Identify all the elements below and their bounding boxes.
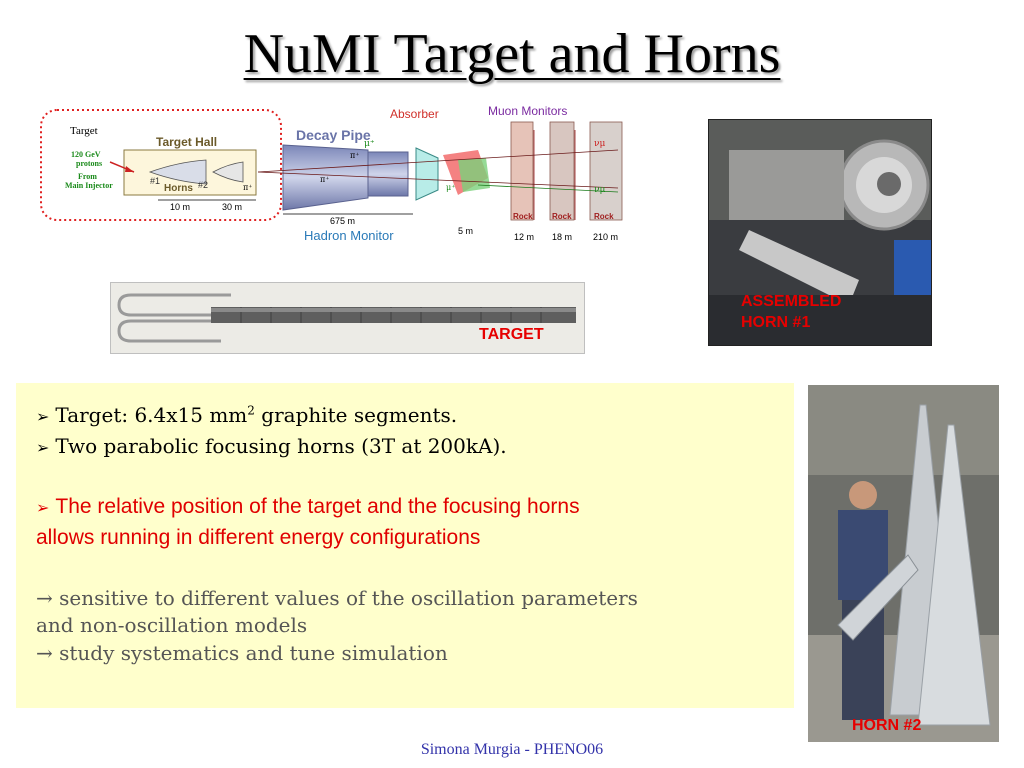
horn2-photo <box>808 385 999 742</box>
target-hall-label: Target Hall <box>156 135 218 149</box>
horn1-label-line2: HORN #1 <box>741 314 811 331</box>
horn2-tag: #2 <box>198 180 209 190</box>
decay-pipe-label: Decay Pipe <box>296 127 371 143</box>
absorber-gap: 5 m <box>458 226 474 236</box>
muon-label-2: μ⁺ <box>446 183 456 192</box>
rock-label-3: Rock <box>594 212 614 221</box>
slide-title: NuMI Target and Horns <box>243 23 781 85</box>
horns-label: Horns <box>164 183 193 194</box>
target-photo-label: TARGET <box>479 326 544 343</box>
beam-energy: 120 GeV <box>71 150 101 159</box>
from-label: From <box>78 172 97 181</box>
dist-30m: 30 m <box>222 202 243 212</box>
numi-beamline-diagram <box>38 100 628 250</box>
bullet-target: ➢ Target: 6.4x15 $mm^2$ graphite segments. <box>36 403 458 427</box>
muon-label-1: μ⁺ <box>364 139 375 149</box>
muon-monitors-label: Muon Monitors <box>488 104 568 118</box>
bullet-relative-position: ➢ The relative position of the target and the focusing horns <box>36 495 580 518</box>
arrow-line-sensitive: → sensitive to different values of the oscillation parameters <box>36 586 638 610</box>
pion-label-2: π⁺ <box>320 175 330 184</box>
horn1-photo <box>708 119 932 346</box>
main-injector-label: Main Injector <box>65 181 113 190</box>
bullet-arrow-icon: ➢ <box>36 407 50 426</box>
neutrino-label-2: νμ <box>594 185 606 195</box>
arrow-line-models: and non-oscillation models <box>36 613 308 637</box>
bullet-arrow-icon: ➢ <box>36 438 50 457</box>
content-box <box>16 383 794 708</box>
pipe-length: 675 m <box>330 216 356 226</box>
target-photo <box>110 282 585 354</box>
rock-dist-12m: 12 m <box>514 232 535 242</box>
arrow-line-study: → study systematics and tune simulation <box>36 641 448 665</box>
rock-block-1 <box>511 122 533 220</box>
neutrino-label-1: νμ <box>594 139 606 149</box>
absorber-label: Absorber <box>390 107 439 121</box>
bullet-arrow-icon: ➢ <box>36 498 50 517</box>
rock-dist-210m: 210 m <box>593 232 619 242</box>
target-label: Target <box>70 125 98 137</box>
horn1-label-line1: ASSEMBLED <box>741 293 842 310</box>
rock-block-3 <box>590 122 622 220</box>
horn1-tag: #1 <box>150 176 161 186</box>
relative-position-continued: allows running in different energy configurations <box>36 526 481 549</box>
hadron-monitor-label: Hadron Monitor <box>304 228 394 243</box>
pion-label-3: π⁺ <box>243 183 253 192</box>
dist-10m: 10 m <box>170 202 191 212</box>
slide-footer: Simona Murgia - PHENO06 <box>420 741 604 758</box>
rock-label-1: Rock <box>513 212 533 221</box>
horn2-photo-label: HORN #2 <box>852 717 922 734</box>
pion-label-1: π⁺ <box>350 151 360 160</box>
rock-dist-18m: 18 m <box>552 232 573 242</box>
rock-label-2: Rock <box>552 212 572 221</box>
bullet-horns: ➢ Two parabolic focusing horns (3T at 200kA). <box>36 434 507 458</box>
rock-block-2 <box>550 122 574 220</box>
beam-particle: protons <box>76 159 103 168</box>
